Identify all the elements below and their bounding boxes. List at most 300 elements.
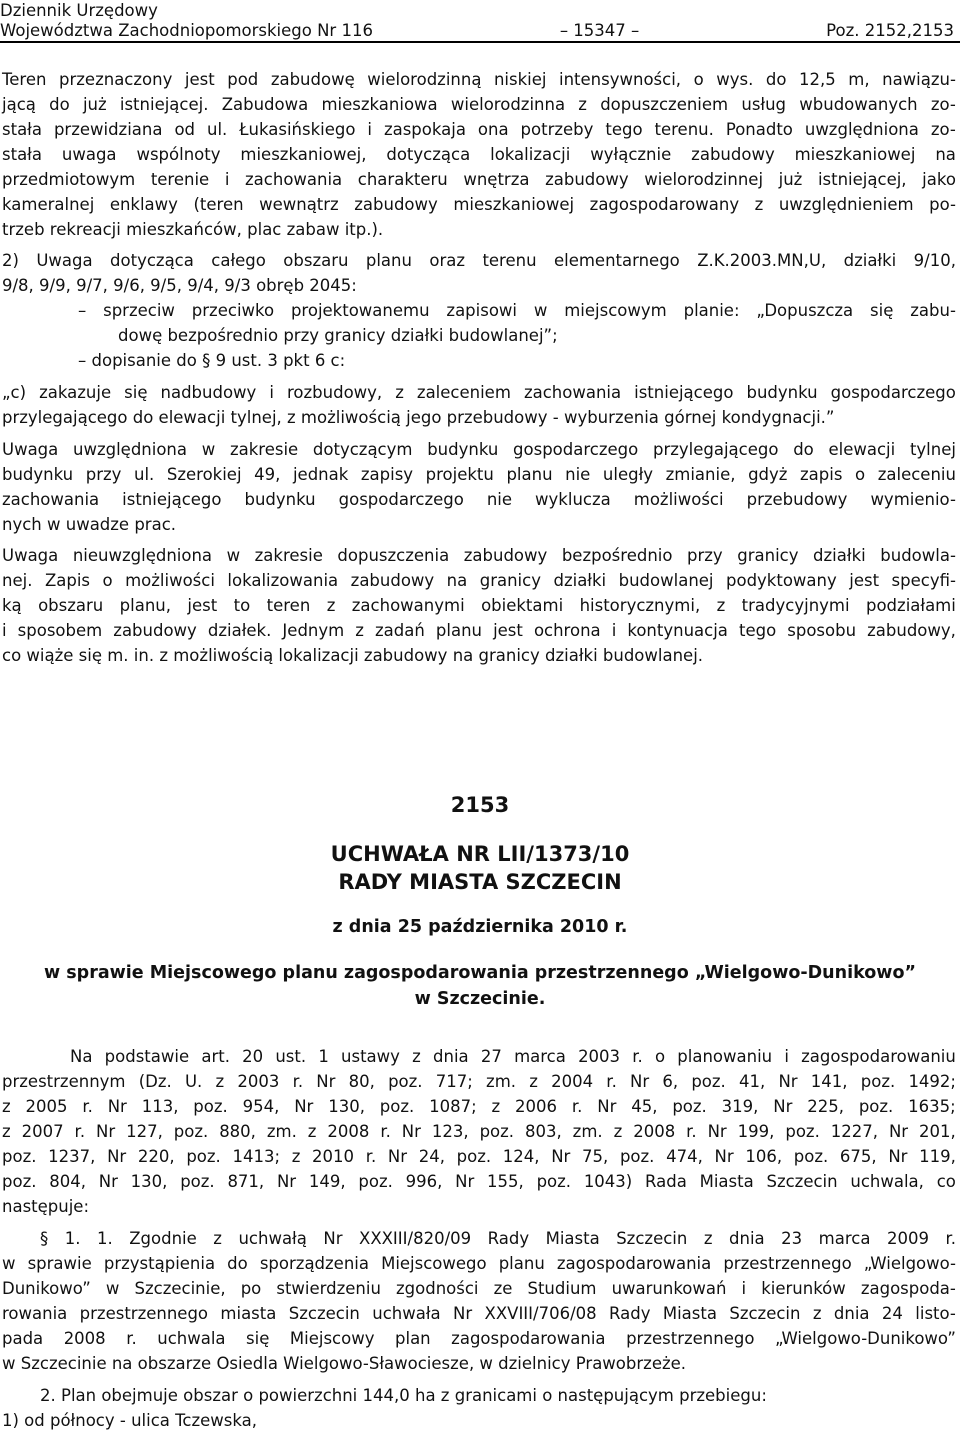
word: budowlanej — [618, 571, 714, 590]
word: z — [754, 195, 764, 214]
word: Studium — [527, 1279, 597, 1298]
word: zachowanymi — [351, 596, 465, 615]
word: 474, — [666, 1147, 703, 1166]
word: przy — [85, 465, 122, 484]
word: gospodarczego — [513, 440, 639, 459]
act-title: UCHWAŁA NR LII/1373/10 — [330, 842, 630, 866]
word: w — [226, 546, 241, 565]
word: uwarunkowań — [611, 1279, 727, 1298]
word: z — [491, 1097, 501, 1116]
word: Nr — [778, 1072, 798, 1091]
word: przestrzennym — [2, 1072, 126, 1091]
word: Nr — [316, 1072, 336, 1091]
word: 1492; — [908, 1072, 956, 1091]
word: usług — [741, 95, 787, 114]
word: i — [269, 383, 274, 402]
word: wyklucza — [535, 490, 611, 509]
word: przystąpienia — [103, 1254, 216, 1273]
word: 1413; — [232, 1147, 281, 1166]
word: (Dz. — [138, 1072, 172, 1091]
word: 319, — [721, 1097, 759, 1116]
word: nie — [486, 490, 513, 509]
word: 201, — [919, 1122, 956, 1141]
word: intensywności, — [559, 70, 682, 89]
word: poz. — [536, 1172, 572, 1191]
word: i — [611, 621, 617, 640]
word: pada — [2, 1329, 44, 1348]
word: Miejscowego — [381, 1254, 487, 1273]
word: o — [654, 1047, 666, 1066]
word: nawiązu- — [882, 70, 956, 89]
word: zagospoda- — [860, 1279, 956, 1298]
word: rozbudowy, — [286, 383, 383, 402]
word: gospodarczego — [338, 490, 464, 509]
word: poz. — [860, 1072, 896, 1091]
word: to — [233, 596, 251, 615]
word: po- — [929, 195, 956, 214]
word: „Wielgowo- — [863, 1254, 956, 1273]
word: uchwala — [157, 1329, 226, 1348]
text-line — [2, 94, 956, 116]
word: Nr — [455, 1172, 475, 1191]
word: Uwaga — [36, 251, 93, 270]
text-line — [2, 1278, 956, 1300]
word: istniejącego — [122, 490, 222, 509]
word: elewacji — [828, 440, 896, 459]
header-divider — [0, 41, 960, 43]
text-line — [2, 620, 956, 642]
word: r. — [686, 1122, 697, 1141]
word: już — [778, 170, 803, 189]
word: jest — [493, 621, 523, 640]
word: zo- — [930, 95, 956, 114]
word: oraz — [429, 251, 466, 270]
word: z — [812, 1304, 822, 1323]
word: marca — [514, 1047, 566, 1066]
word: działki — [843, 251, 897, 270]
word: 24, — [418, 1147, 445, 1166]
word: specyfi- — [891, 571, 956, 590]
text-line — [2, 1121, 956, 1143]
text-line: 1) od północy - ulica Tczewska, — [2, 1411, 258, 1430]
word: 45, — [631, 1097, 658, 1116]
word: zachowania — [523, 383, 622, 402]
word: możliwości — [633, 490, 724, 509]
word: do — [765, 70, 787, 89]
word: r. — [365, 1147, 377, 1166]
word: zagospodarowany — [589, 195, 740, 214]
word: r. — [571, 1097, 583, 1116]
word: potrzeby — [520, 120, 594, 139]
word: poz. — [358, 1172, 393, 1191]
word: 49, — [254, 465, 281, 484]
text-line — [2, 570, 956, 592]
word: uwzględniona — [804, 120, 919, 139]
word: r. — [82, 1097, 93, 1116]
word: budowla- — [880, 546, 956, 565]
word: marca — [818, 1229, 871, 1248]
word: r. — [292, 1072, 304, 1091]
word: zgodności — [396, 1279, 479, 1298]
word: gdyż — [748, 465, 788, 484]
word: 1237, — [48, 1147, 96, 1166]
word: zabudowy — [350, 571, 435, 590]
word: wbudowanych — [799, 95, 918, 114]
word: Zgodnie — [129, 1229, 197, 1248]
text-line — [2, 1171, 956, 1193]
word: 199, — [737, 1122, 775, 1141]
word: uwzględnieniem — [778, 195, 914, 214]
text-line — [2, 1303, 956, 1325]
word: tylnej — [909, 440, 956, 459]
word: podstawie — [104, 1047, 190, 1066]
word: w — [201, 440, 216, 459]
word: Z.K.2003.MN,U, — [697, 251, 827, 270]
word: XXXIII/820/09 — [359, 1229, 472, 1248]
word: uchwałą — [238, 1229, 307, 1248]
word: 1. — [97, 1229, 113, 1248]
text-line: dowę bezpośrednio przy granicy działki budowlanej”; — [118, 326, 558, 345]
word: zabudowy — [463, 546, 548, 565]
word: z — [703, 1229, 713, 1248]
word: zachowania — [245, 170, 343, 189]
word: projektu — [425, 465, 494, 484]
act-issuer: RADY MIASTA SZCZECIN — [338, 870, 622, 894]
word: 1227, — [830, 1122, 879, 1141]
word: XXVIII/706/08 — [484, 1304, 597, 1323]
word: Miasta — [699, 1172, 754, 1191]
word: dopuszczeniem — [600, 95, 729, 114]
word: tradycyjnymi — [741, 596, 850, 615]
word: poz. — [858, 1097, 894, 1116]
word: – — [78, 301, 87, 320]
word: obszaru — [283, 251, 349, 270]
word: planu — [365, 251, 412, 270]
word: wyłącznie — [590, 145, 672, 164]
word: ze — [493, 1279, 513, 1298]
text-line: 9/8, 9/9, 9/7, 9/6, 9/5, 9/4, 9/3 obręb 2045: — [2, 276, 357, 295]
word: 871, — [227, 1172, 265, 1191]
word: zabudowy — [113, 621, 197, 640]
word: i — [367, 120, 372, 139]
word: ochrona — [533, 621, 601, 640]
word: zakazuje — [39, 383, 112, 402]
text-line — [2, 1253, 956, 1275]
text-line — [70, 1046, 956, 1068]
text-line — [2, 1071, 956, 1093]
word: enklawy — [109, 195, 178, 214]
word: wielorodzinnej — [644, 170, 764, 189]
word: uchwała — [372, 1304, 441, 1323]
word: planie: — [683, 301, 740, 320]
word: miejscowym — [564, 301, 667, 320]
word: Szczecin — [616, 1229, 688, 1248]
word: poz. — [785, 1122, 820, 1141]
word: 2006 — [515, 1097, 558, 1116]
word: sprzeciw — [103, 301, 175, 320]
act-subject: w sprawie Miejscowego planu zagospodarowania przestrzennego „Wielgowo-Dunikowo” — [44, 963, 916, 983]
word: Nr — [888, 1122, 909, 1141]
word: mieszkaniowej — [794, 145, 916, 164]
word: 2009 — [886, 1229, 929, 1248]
word: mieszkaniowej — [453, 195, 575, 214]
word: terenu. — [654, 120, 714, 139]
word: budynku — [427, 440, 499, 459]
text-line — [2, 545, 956, 567]
word: charakteru — [357, 170, 448, 189]
word: Szczecin — [288, 1304, 360, 1323]
word: 675, — [839, 1147, 877, 1166]
word: kierunków — [761, 1279, 846, 1298]
word: 1 — [318, 1047, 329, 1066]
word: sposobu — [787, 621, 857, 640]
word: (teren — [193, 195, 244, 214]
word: 1635; — [908, 1097, 956, 1116]
word: Szerokiej — [166, 465, 242, 484]
word: przestrzennego — [723, 1254, 852, 1273]
text-line — [2, 250, 956, 272]
text-line — [78, 300, 956, 322]
word: jednak — [292, 465, 349, 484]
word: stwierdzeniu — [276, 1279, 381, 1298]
word: poz. — [793, 1147, 829, 1166]
word: zachowania — [2, 490, 100, 509]
word: z — [355, 621, 364, 640]
word: 2008 — [63, 1329, 106, 1348]
word: terenu — [482, 251, 537, 270]
word: co — [936, 1172, 956, 1191]
word: zaleceniem — [416, 383, 511, 402]
text-line: w Szczecinie na obszarze Osiedla Wielgowo-Sławociesze, w dzielnicy Prawobrzeże. — [2, 1354, 687, 1373]
word: z — [326, 596, 336, 615]
text-line — [2, 382, 956, 404]
word: Nr — [294, 1097, 314, 1116]
word: o — [693, 70, 704, 89]
word: 2) — [2, 251, 19, 270]
text-line — [2, 119, 956, 141]
word: jako — [922, 170, 956, 189]
word: mieszkaniowej, — [240, 145, 367, 164]
word: 24 — [881, 1304, 903, 1323]
word: 141, — [810, 1072, 848, 1091]
word: podziałami — [865, 596, 956, 615]
word: Rada — [645, 1172, 687, 1191]
word: r. — [632, 1047, 643, 1066]
word: 996, — [405, 1172, 443, 1191]
act-date: z dnia 25 października 2010 r. — [332, 917, 628, 937]
word: gospodarczego — [830, 383, 956, 402]
word: Uwaga — [2, 440, 59, 459]
word: 2010 — [312, 1147, 355, 1166]
word: zaleceniu — [877, 465, 956, 484]
page-header — [0, 20, 954, 42]
word: elementarnego — [553, 251, 680, 270]
word: U. — [184, 1072, 203, 1091]
position-number: Poz. 2152,2153 — [826, 21, 954, 40]
word: Nr — [773, 1097, 793, 1116]
word: jącą — [2, 95, 36, 114]
word: Miasta — [662, 1304, 717, 1323]
word: 220, — [137, 1147, 175, 1166]
word: terenie — [150, 170, 210, 189]
word: uległy — [602, 465, 654, 484]
word: stała — [2, 120, 42, 139]
word: dotycząca — [110, 251, 194, 270]
word: 2003 — [578, 1047, 621, 1066]
text-line — [2, 144, 956, 166]
word: zapisowi — [446, 301, 518, 320]
word: mieszkaniowa — [321, 95, 438, 114]
word: lokalizowania — [227, 571, 339, 590]
word: tego — [605, 120, 643, 139]
word: 149, — [308, 1172, 346, 1191]
text-line: 2. Plan obejmuje obszar o powierzchni 144,0 ha z granicami o następującym przebiegu: — [40, 1386, 767, 1405]
word: uwaga — [61, 145, 117, 164]
text-line — [2, 1146, 956, 1168]
word: 1. — [64, 1229, 81, 1248]
word: Nr — [551, 1147, 571, 1166]
word: ust. — [275, 1047, 307, 1066]
word: pod — [227, 70, 259, 89]
word: zabudowy, — [867, 621, 956, 640]
word: przedmiotowym — [2, 170, 136, 189]
word: 155, — [487, 1172, 524, 1191]
word: stała — [2, 145, 42, 164]
word: Rady — [609, 1304, 651, 1323]
text-line: – dopisanie do § 9 ust. 3 pkt 6 c: — [78, 351, 346, 370]
word: Rady — [487, 1229, 530, 1248]
word: poz. — [691, 1072, 726, 1091]
word: 119, — [919, 1147, 956, 1166]
word: projektowanemu — [290, 301, 430, 320]
word: 27 — [480, 1047, 502, 1066]
word: dotyczącym — [312, 440, 413, 459]
word: przylegającego — [652, 440, 779, 459]
word: planu — [506, 465, 553, 484]
word: zabudowę — [270, 70, 355, 89]
word: z — [2, 1122, 11, 1141]
word: dnia — [729, 1229, 765, 1248]
word: Miasta — [545, 1229, 600, 1248]
word: zm. — [266, 1122, 297, 1141]
word: poz. — [193, 1097, 228, 1116]
word: Nr — [96, 1122, 116, 1141]
word: istniejącej. — [119, 95, 209, 114]
text-line — [2, 489, 956, 511]
word: do — [793, 440, 814, 459]
word: zagospodarowaniu — [801, 1047, 956, 1066]
word: uwzględniona — [73, 440, 188, 459]
word: listo- — [915, 1304, 956, 1323]
word: zaspokaja — [383, 120, 466, 139]
word: Nr — [107, 1147, 127, 1166]
word: Ponadto — [725, 120, 793, 139]
word: 75, — [582, 1147, 609, 1166]
word: sporządzenia — [259, 1254, 369, 1273]
word: z — [307, 1122, 317, 1141]
word: z — [291, 1147, 301, 1166]
word: Dunikowo” — [2, 1279, 91, 1298]
word: wewnątrz — [259, 195, 339, 214]
word: zm. — [486, 1072, 517, 1091]
word: kontynuacja — [627, 621, 728, 640]
word: 2004 — [551, 1072, 594, 1091]
word: z — [412, 1047, 421, 1066]
word: przewidziana — [53, 120, 163, 139]
word: zmianie, — [665, 465, 736, 484]
word: 2008 — [633, 1122, 676, 1141]
word: poz. — [456, 1147, 492, 1166]
word: poz. — [388, 1072, 423, 1091]
word: wielorodzinna — [450, 95, 566, 114]
word: nie — [565, 465, 591, 484]
word: poz. — [379, 1097, 415, 1116]
word: 6, — [662, 1072, 679, 1091]
word: Uwaga — [2, 546, 59, 565]
word: z — [613, 1122, 623, 1141]
text-line: trzeb rekreacji mieszkańców, plac zabaw itp.). — [2, 220, 384, 239]
word: 1087; — [429, 1097, 477, 1116]
word: z — [529, 1072, 538, 1091]
word: zo- — [930, 120, 956, 139]
word: z — [716, 596, 726, 615]
text-line: przylegającego do elewacji tylnej, z możliwością jego przebudowy - wyburzenia górnej kondygnacji.” — [2, 408, 835, 427]
word: z — [578, 95, 587, 114]
word: art. — [201, 1047, 230, 1066]
text-line — [2, 69, 956, 91]
word: r. — [380, 1122, 391, 1141]
text-line: następuje: — [2, 1197, 90, 1216]
word: działek. — [207, 621, 272, 640]
word: z — [215, 1072, 225, 1091]
text-line — [2, 194, 956, 216]
word: 106, — [745, 1147, 783, 1166]
word: dnia — [833, 1304, 870, 1323]
word: kameralnej — [2, 195, 95, 214]
word: istniejącego — [634, 383, 734, 402]
word: Nr — [597, 1097, 617, 1116]
word: bezpośrednio — [561, 546, 673, 565]
word: plan — [395, 1329, 431, 1348]
word: poz. — [173, 1122, 209, 1141]
word: zadań — [375, 621, 425, 640]
word: 1043) — [583, 1172, 633, 1191]
word: sprawie — [27, 1254, 92, 1273]
word: zabudowy — [691, 145, 775, 164]
word: i — [784, 1047, 789, 1066]
word: 127, — [126, 1122, 163, 1141]
word: budynku — [746, 383, 818, 402]
word: wys. — [716, 70, 754, 89]
word: poz. — [186, 1147, 221, 1166]
word: po — [240, 1279, 262, 1298]
word: obiektami — [481, 596, 564, 615]
word: 880, — [219, 1122, 256, 1141]
word: działki — [813, 546, 866, 565]
word: w — [105, 1279, 120, 1298]
word: w — [533, 301, 548, 320]
word: wnętrza — [463, 170, 530, 189]
word: zapis — [800, 465, 843, 484]
word: wspólnoty — [136, 145, 221, 164]
word: jest — [849, 571, 880, 590]
word: poz. — [619, 1147, 655, 1166]
word: Miejscowy — [289, 1329, 375, 1348]
text-line — [40, 1228, 956, 1250]
word: Nr — [707, 1122, 727, 1141]
word: poz. — [2, 1147, 37, 1166]
word: uchwala, — [850, 1172, 924, 1191]
